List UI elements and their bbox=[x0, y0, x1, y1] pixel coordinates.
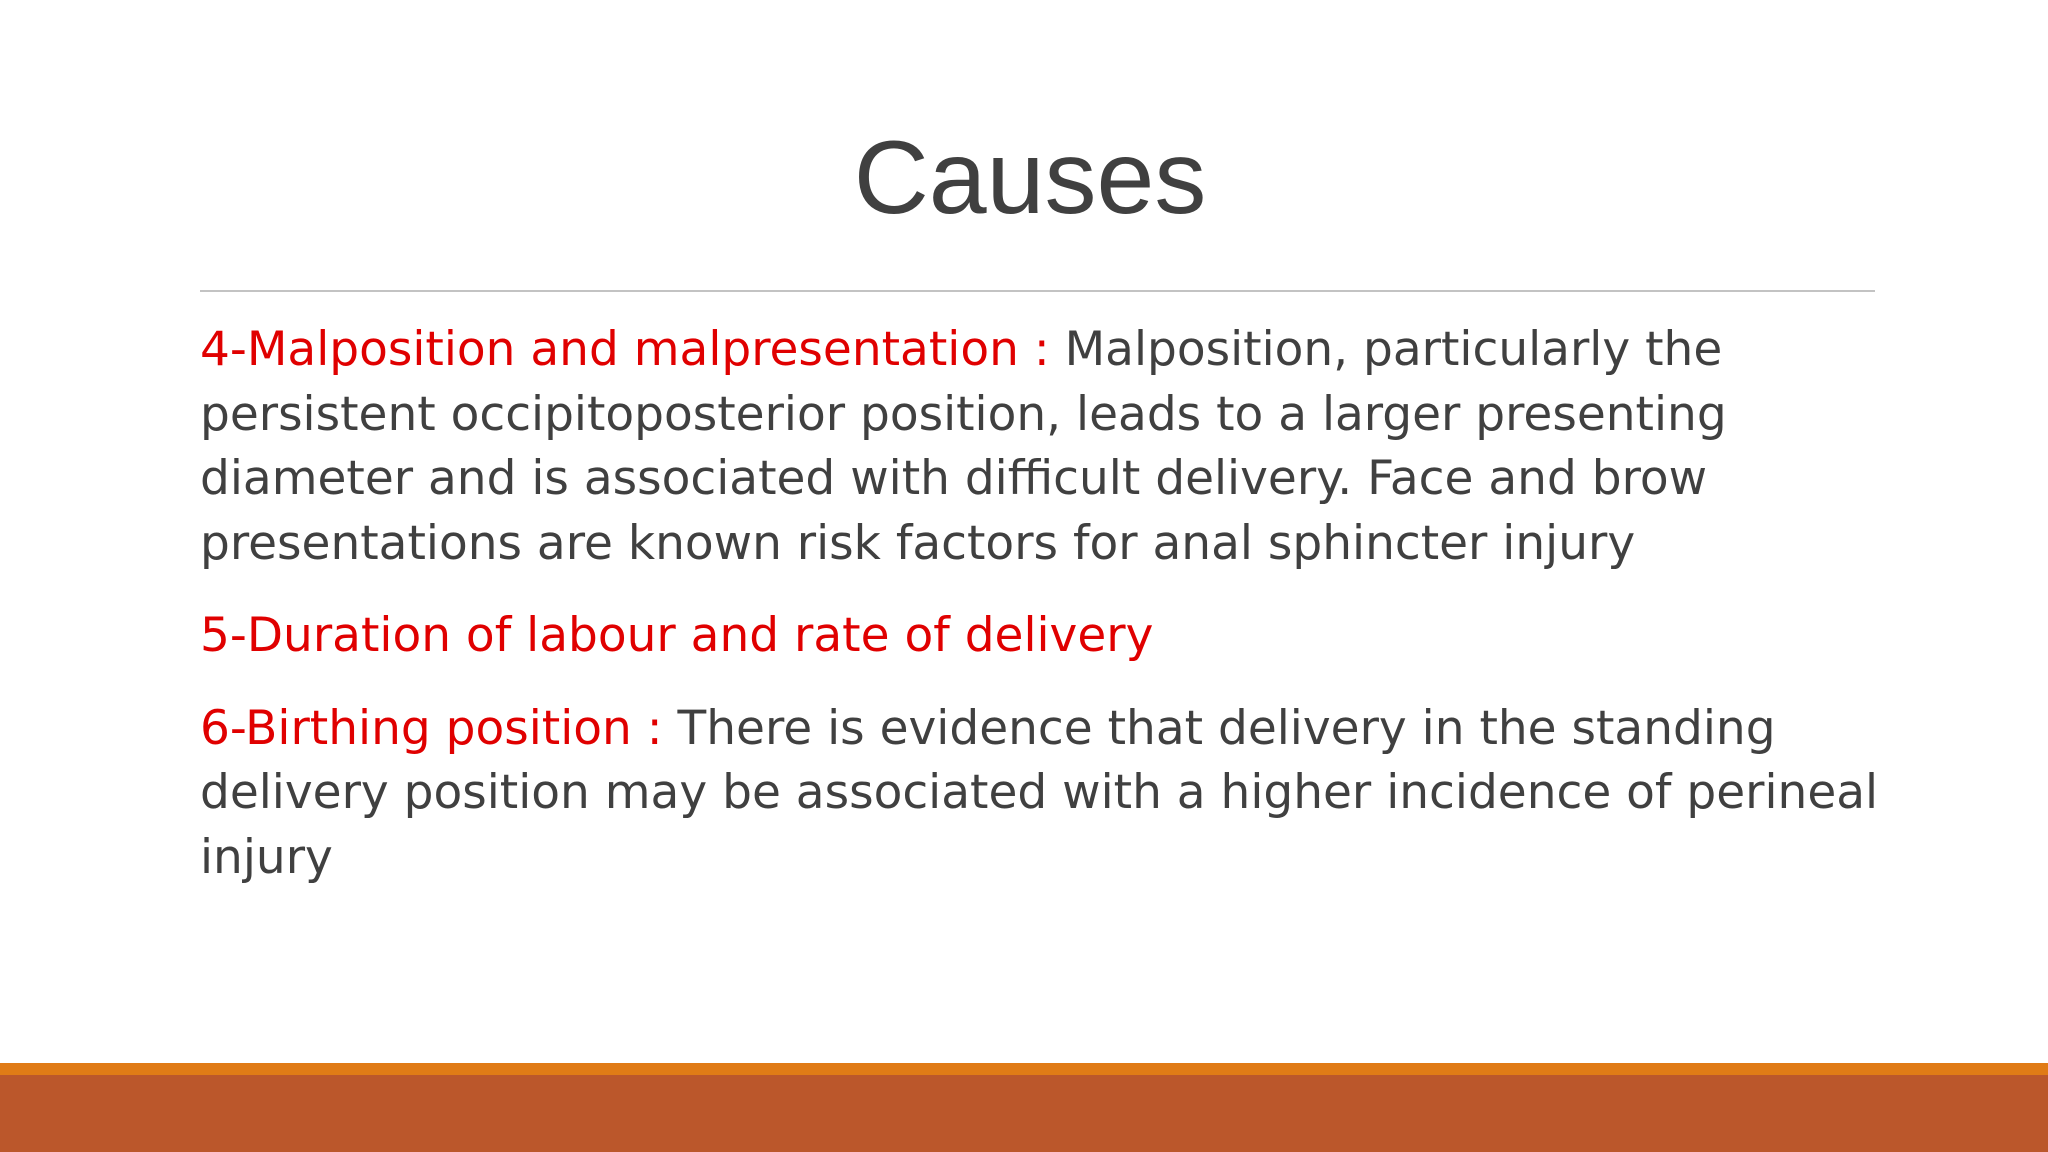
cause-item-4 bbox=[200, 318, 1880, 576]
slide-content bbox=[200, 318, 1880, 918]
cause-item-4-text: Malposition, particularly the persistent occipitoposterior position, leads to a larger presenting diameter and is associated with difficult delivery. Face and brow presentations are known risk factors for anal sphincter injury bbox=[200, 322, 1727, 571]
cause-item-6-heading: 6-Birthing position : bbox=[200, 700, 678, 756]
title-divider bbox=[200, 290, 1875, 292]
cause-item-5 bbox=[200, 604, 1880, 669]
footer-accent-bar-thick bbox=[0, 1075, 2048, 1152]
cause-item-5-heading: 5-Duration of labour and rate of delivery bbox=[200, 608, 1154, 663]
footer-accent-bar-thin bbox=[0, 1063, 2048, 1075]
cause-item-6 bbox=[200, 697, 1880, 891]
slide-title: Causes bbox=[853, 120, 1207, 236]
cause-item-6-text: There is evidence that delivery in the standing delivery position may be associated with a higher incidence of perineal injury bbox=[200, 700, 1879, 885]
cause-item-4-heading: 4-Malposition and malpresentation : bbox=[200, 322, 1065, 377]
